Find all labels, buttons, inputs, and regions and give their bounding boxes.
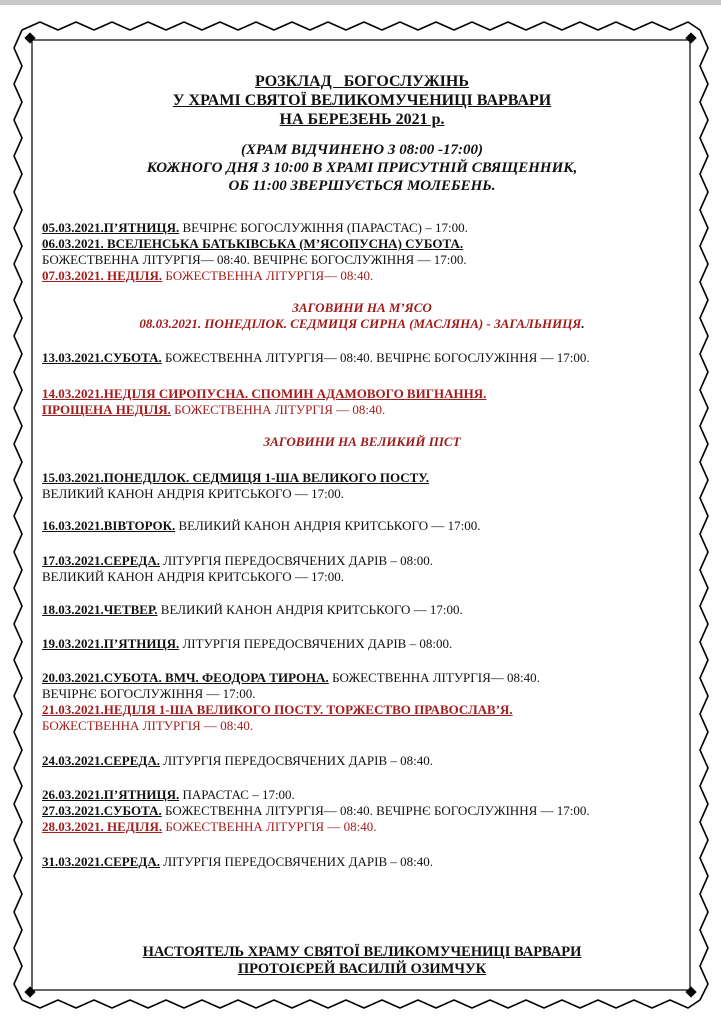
schedule-entry-2803 bbox=[42, 819, 682, 835]
entry-text: БОЖЕСТВЕННА ЛІТУРГІЯ— 08:40. bbox=[162, 268, 374, 283]
schedule-entry-2703 bbox=[42, 803, 682, 819]
entry-text: БОЖЕСТВЕННА ЛІТУРГІЯ— 08:40. ВЕЧІРНЄ БОГОСЛУЖІННЯ — 17:00. bbox=[161, 350, 590, 365]
entry-date: 14.03.2021.НЕДІЛЯ СИРОПУСНА. СПОМИН АДАМОВОГО ВИГНАННЯ. bbox=[42, 386, 487, 401]
entry-text: ЛІТУРГІЯ ПЕРЕДОСВЯЧЕНИХ ДАРІВ – 08:00. bbox=[160, 553, 433, 568]
entry-date: 19.03.2021.П’ЯТНИЦЯ. bbox=[42, 636, 180, 651]
entry-date: 15.03.2021.ПОНЕДІЛОК. СЕДМИЦЯ 1-ША ВЕЛИКОГО ПОСТУ. bbox=[42, 470, 429, 485]
fasting-title: ЗАГОВИНИ НА ВЕЛИКИЙ ПІСТ bbox=[263, 434, 461, 449]
title-line-1: РОЗКЛАД БОГОСЛУЖІНЬ bbox=[255, 73, 469, 90]
entry-text: ВЕЛИКИЙ КАНОН АНДРІЯ КРИТСЬКОГО — 17:00. bbox=[175, 518, 481, 533]
entry-text: БОЖЕСТВЕННА ЛІТУРГІЯ — 08:40. bbox=[170, 402, 386, 417]
entry-date: 18.03.2021.ЧЕТВЕР. bbox=[42, 602, 158, 617]
schedule-entry-1703 bbox=[42, 553, 682, 585]
schedule-entry-2103 bbox=[42, 702, 682, 734]
entry-text: БОЖЕСТВЕННА ЛІТУРГІЯ— 08:40. ВЕЧІРНЄ БОГОСЛУЖІННЯ — 17:00. bbox=[42, 252, 467, 267]
entry-date: 05.03.2021.П’ЯТНИЦЯ. bbox=[42, 220, 180, 235]
entry-date: 31.03.2021.СЕРЕДА. bbox=[42, 854, 161, 869]
schedule-entry-0703 bbox=[42, 268, 682, 284]
entry-text: ЛІТУРГІЯ ПЕРЕДОСВЯЧЕНИХ ДАРІВ – 08:40. bbox=[160, 854, 433, 869]
fasting-notice-lent bbox=[42, 434, 682, 450]
entry-date: 21.03.2021.НЕДІЛЯ 1-ША ВЕЛИКОГО ПОСТУ. ТОРЖЕСТВО ПРАВОСЛАВ’Я. bbox=[42, 702, 513, 717]
corner-ornament-tr bbox=[685, 32, 696, 43]
title-line-2: У ХРАМІ СВЯТОЇ ВЕЛИКОМУЧЕНИЦІ ВАРВАРИ bbox=[172, 92, 552, 109]
entry-text: БОЖЕСТВЕННА ЛІТУРГІЯ — 08:40. bbox=[162, 819, 377, 834]
schedule-entry-3103 bbox=[42, 854, 682, 870]
schedule-content bbox=[42, 72, 682, 195]
schedule-entry-1403 bbox=[42, 386, 682, 418]
corner-ornament-tl bbox=[24, 32, 35, 43]
corner-ornament-br bbox=[685, 986, 696, 997]
signature-block bbox=[42, 944, 682, 978]
rector-name: ПРОТОІЄРЕЙ ВАСИЛІЙ ОЗИМЧУК bbox=[237, 961, 487, 977]
entry-text: ВЕЛИКИЙ КАНОН АНДРІЯ КРИТСЬКОГО — 17:00. bbox=[42, 486, 344, 501]
corner-ornament-bl bbox=[24, 986, 35, 997]
entry-text: БОЖЕСТВЕННА ЛІТУРГІЯ— 08:40. bbox=[328, 670, 540, 685]
schedule-entry-1603 bbox=[42, 518, 682, 534]
border-top-zigzag bbox=[22, 22, 700, 30]
entry-text: ЛІТУРГІЯ ПЕРЕДОСВЯЧЕНИХ ДАРІВ – 08:00. bbox=[179, 636, 453, 651]
entry-date: 16.03.2021.ВІВТОРОК. bbox=[42, 518, 176, 533]
entry-text: ВЕЛИКИЙ КАНОН АНДРІЯ КРИТСЬКОГО — 17:00. bbox=[157, 602, 463, 617]
moleben-note: ОБ 11:00 ЗВЕРШУЄТЬСЯ МОЛЕБЕНЬ. bbox=[228, 178, 496, 194]
schedule-entry-1803 bbox=[42, 602, 682, 618]
entry-date: 28.03.2021. НЕДІЛЯ. bbox=[42, 819, 163, 834]
schedule-entry-0503 bbox=[42, 220, 682, 236]
schedule-entry-1503 bbox=[42, 470, 682, 502]
entry-text: ПАРАСТАС – 17:00. bbox=[179, 787, 295, 802]
entry-text: БОЖЕСТВЕННА ЛІТУРГІЯ — 08:40. bbox=[42, 718, 254, 733]
entry-text: ВЕЧІРНЄ БОГОСЛУЖІННЯ (ПАРАСТАС) – 17:00. bbox=[179, 220, 468, 235]
schedule-entry-0603 bbox=[42, 236, 682, 268]
fasting-detail: 08.03.2021. ПОНЕДІЛОК. СЕДМИЦЯ СИРНА (МАСЛЯНА) - ЗАГАЛЬНИЦЯ bbox=[139, 316, 582, 331]
entry-text-2: ВЕЛИКИЙ КАНОН АНДРІЯ КРИТСЬКОГО — 17:00. bbox=[42, 569, 344, 584]
top-bar bbox=[0, 0, 721, 5]
entry-date: 24.03.2021.СЕРЕДА. bbox=[42, 753, 161, 768]
border-right-zigzag bbox=[700, 30, 708, 1000]
schedule-entry-2003 bbox=[42, 670, 682, 702]
entry-date: 26.03.2021.П’ЯТНИЦЯ. bbox=[42, 787, 180, 802]
border-bottom-zigzag bbox=[22, 1000, 700, 1008]
entry-text: БОЖЕСТВЕННА ЛІТУРГІЯ— 08:40. ВЕЧІРНЄ БОГОСЛУЖІННЯ — 17:00. bbox=[161, 803, 590, 818]
title-line-3: НА БЕРЕЗЕНЬ 2021 р. bbox=[279, 111, 445, 128]
entry-date: 06.03.2021. ВСЕЛЕНСЬКА БАТЬКІВСЬКА (М’ЯСОПУСНА) СУБОТА. bbox=[42, 236, 464, 251]
entry-date: 17.03.2021.СЕРЕДА. bbox=[42, 553, 161, 568]
opening-hours-note: (ХРАМ ВІДЧИНЕНО З 08:00 -17:00) bbox=[241, 142, 483, 158]
schedule-entry-2603 bbox=[42, 787, 682, 803]
entry-date: 13.03.2021.СУБОТА. bbox=[42, 350, 162, 365]
schedule-entry-1903 bbox=[42, 636, 682, 652]
schedule-entry-2403 bbox=[42, 753, 682, 769]
entry-date: 27.03.2021.СУБОТА. bbox=[42, 803, 162, 818]
fasting-detail-dot: . bbox=[581, 316, 585, 331]
priest-presence-note: КОЖНОГО ДНЯ З 10:00 В ХРАМІ ПРИСУТНІЙ СВЯЩЕННИК, bbox=[146, 160, 578, 176]
fasting-notice-meat bbox=[42, 300, 682, 332]
entry-date: 07.03.2021. НЕДІЛЯ. bbox=[42, 268, 163, 283]
rector-title: НАСТОЯТЕЛЬ ХРАМУ СВЯТОЇ ВЕЛИКОМУЧЕНИЦІ ВАРВАРИ bbox=[142, 944, 582, 960]
entry-text: ЛІТУРГІЯ ПЕРЕДОСВЯЧЕНИХ ДАРІВ – 08:40. bbox=[160, 753, 433, 768]
border-left-zigzag bbox=[14, 30, 22, 1000]
schedule-entry-1303 bbox=[42, 350, 682, 366]
entry-text-2: ВЕЧІРНЄ БОГОСЛУЖІННЯ — 17:00. bbox=[42, 686, 256, 701]
entry-date-2: ПРОЩЕНА НЕДІЛЯ. bbox=[42, 402, 171, 417]
fasting-title: ЗАГОВИНИ НА М’ЯСО bbox=[292, 300, 432, 315]
entry-date: 20.03.2021.СУБОТА. ВМЧ. ФЕОДОРА ТИРОНА. bbox=[42, 670, 329, 685]
